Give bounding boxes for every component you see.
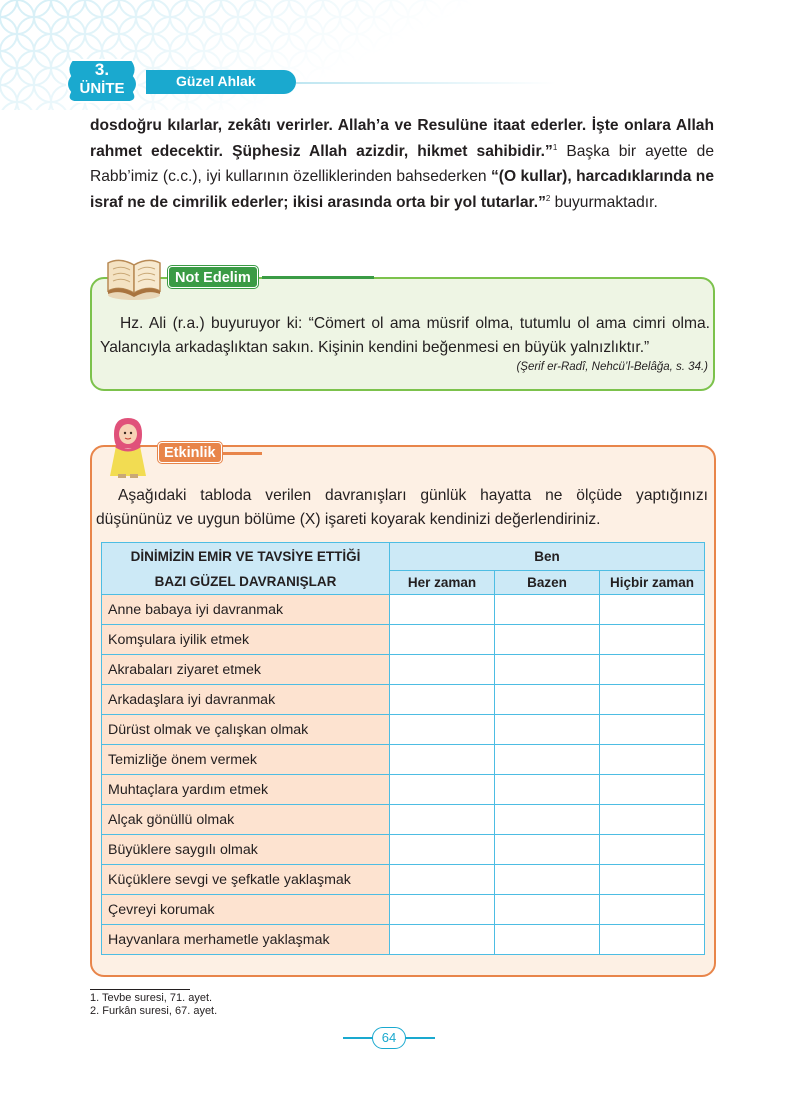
unit-title-bar — [146, 70, 296, 94]
mark-cell-bazen[interactable] — [495, 715, 600, 745]
open-book-icon — [104, 249, 164, 301]
mark-cell-her-zaman[interactable] — [390, 595, 495, 625]
behavior-cell: Alçak gönüllü olmak — [102, 805, 390, 835]
mark-cell-bazen[interactable] — [495, 685, 600, 715]
mark-cell-hicbir-zaman[interactable] — [600, 895, 705, 925]
paragraph-text-2: buyurmaktadır. — [550, 193, 658, 211]
verse-quote-1: dosdoğru kılarlar, zekâtı verirler. Allah’a ve Resulüne itaat ederler. İşte onlara Allah rahmet edecektir. Şüphesiz Allah azizdir, hikmet sahibidir.” — [90, 117, 714, 160]
mark-cell-bazen[interactable] — [495, 655, 600, 685]
footnote-1: 1. Tevbe suresi, 71. ayet. — [90, 992, 213, 1004]
footnote-ref-2: 2 — [545, 193, 551, 203]
mark-cell-her-zaman[interactable] — [390, 775, 495, 805]
table-row — [102, 775, 705, 805]
behavior-cell: Küçüklere sevgi ve şefkatle yaklaşmak — [102, 865, 390, 895]
mark-cell-hicbir-zaman[interactable] — [600, 595, 705, 625]
page-number-line-left — [343, 1037, 373, 1039]
mark-cell-hicbir-zaman[interactable] — [600, 625, 705, 655]
girl-illustration-icon — [102, 414, 154, 480]
activity-label-line — [222, 452, 262, 455]
activity-label: Etkinlik — [158, 442, 222, 463]
table-row — [102, 805, 705, 835]
mark-cell-her-zaman[interactable] — [390, 625, 495, 655]
mark-cell-bazen[interactable] — [495, 865, 600, 895]
mark-cell-bazen[interactable] — [495, 775, 600, 805]
mark-cell-her-zaman[interactable] — [390, 895, 495, 925]
column-header-hicbir-zaman: Hiçbir zaman — [600, 571, 705, 595]
mark-cell-hicbir-zaman[interactable] — [600, 715, 705, 745]
note-text: Hz. Ali (r.a.) buyuruyor ki: “Cömert ol ama müsrif olma, tutumlu ol ama cimri olma. Yalancıyla arkadaşlıktan sakın. Kişinin kendini beğenmesi en büyük yalnızlıktır.” — [100, 315, 710, 356]
mark-cell-her-zaman[interactable] — [390, 685, 495, 715]
behavior-cell: Akrabaları ziyaret etmek — [102, 655, 390, 685]
verse-quote-2: “(O kullar), harcadıklarında ne israf ne de cimrilik ederler; ikisi arasında orta bir yol tutarlar.” — [90, 168, 714, 211]
table-row — [102, 835, 705, 865]
mark-cell-her-zaman[interactable] — [390, 655, 495, 685]
page-number: 64 — [372, 1027, 406, 1049]
table-row — [102, 595, 705, 625]
unit-title: Güzel Ahlak — [176, 73, 256, 89]
page-number-line-right — [405, 1037, 435, 1039]
mark-cell-hicbir-zaman[interactable] — [600, 775, 705, 805]
footnote-rule — [90, 989, 190, 990]
note-label-line — [262, 276, 374, 279]
unit-number: 3. — [94, 60, 110, 79]
unit-word: ÜNİTE — [79, 80, 125, 97]
behavior-cell: Komşulara iyilik etmek — [102, 625, 390, 655]
mark-cell-bazen[interactable] — [495, 595, 600, 625]
mark-cell-hicbir-zaman[interactable] — [600, 835, 705, 865]
behavior-cell: Anne babaya iyi davranmak — [102, 595, 390, 625]
mark-cell-her-zaman[interactable] — [390, 925, 495, 955]
column-header-her-zaman: Her zaman — [390, 571, 495, 595]
mark-cell-hicbir-zaman[interactable] — [600, 655, 705, 685]
mark-cell-hicbir-zaman[interactable] — [600, 745, 705, 775]
mark-cell-hicbir-zaman[interactable] — [600, 925, 705, 955]
note-label: Not Edelim — [168, 266, 258, 288]
footnote-2: 2. Furkân suresi, 67. ayet. — [90, 1005, 218, 1017]
mark-cell-bazen[interactable] — [495, 895, 600, 925]
mark-cell-her-zaman[interactable] — [390, 805, 495, 835]
mark-cell-her-zaman[interactable] — [390, 835, 495, 865]
mark-cell-hicbir-zaman[interactable] — [600, 805, 705, 835]
behavior-cell: Muhtaçlara yardım etmek — [102, 775, 390, 805]
evaluation-table — [101, 542, 705, 955]
header-divider — [296, 82, 556, 84]
behavior-cell: Temizliğe önem vermek — [102, 745, 390, 775]
table-row — [102, 745, 705, 775]
activity-instructions: Aşağıdaki tabloda verilen davranışları günlük hayatta ne ölçüde yaptığınızı düşününüz ve uygun bölüme (X) işareti koyarak kendinizi değerlendiriniz. — [96, 487, 708, 528]
table-row — [102, 895, 705, 925]
unit-badge — [64, 56, 140, 106]
behavior-cell: Çevreyi korumak — [102, 895, 390, 925]
ben-group-header: Ben — [390, 543, 705, 571]
table-row — [102, 655, 705, 685]
mark-cell-her-zaman[interactable] — [390, 745, 495, 775]
table-row — [102, 625, 705, 655]
paragraph-text-1: Başka bir ayette de Rabb’imiz (c.c.), iyi kullarının özelliklerinden bahsederken — [90, 142, 714, 185]
behavior-cell: Dürüst olmak ve çalışkan olmak — [102, 715, 390, 745]
table-row — [102, 685, 705, 715]
behavior-cell: Arkadaşlara iyi davranmak — [102, 685, 390, 715]
behavior-cell: Hayvanlara merhametle yaklaşmak — [102, 925, 390, 955]
body-paragraph — [90, 113, 714, 215]
behavior-cell: Büyüklere saygılı olmak — [102, 835, 390, 865]
mark-cell-bazen[interactable] — [495, 745, 600, 775]
footnote-ref-1: 1 — [552, 142, 558, 152]
table-row — [102, 715, 705, 745]
table-row — [102, 925, 705, 955]
mark-cell-her-zaman[interactable] — [390, 865, 495, 895]
note-source: (Şerif er-Radî, Nehcü’l-Belâğa, s. 34.) — [516, 361, 708, 373]
behaviors-column-header: DİNİMİZİN EMİR VE TAVSİYE ETTİĞİ BAZI GÜZEL DAVRANIŞLAR — [102, 543, 390, 595]
mark-cell-bazen[interactable] — [495, 925, 600, 955]
mark-cell-hicbir-zaman[interactable] — [600, 865, 705, 895]
mark-cell-her-zaman[interactable] — [390, 715, 495, 745]
mark-cell-bazen[interactable] — [495, 805, 600, 835]
table-row — [102, 865, 705, 895]
mark-cell-bazen[interactable] — [495, 835, 600, 865]
column-header-bazen: Bazen — [495, 571, 600, 595]
mark-cell-hicbir-zaman[interactable] — [600, 685, 705, 715]
mark-cell-bazen[interactable] — [495, 625, 600, 655]
